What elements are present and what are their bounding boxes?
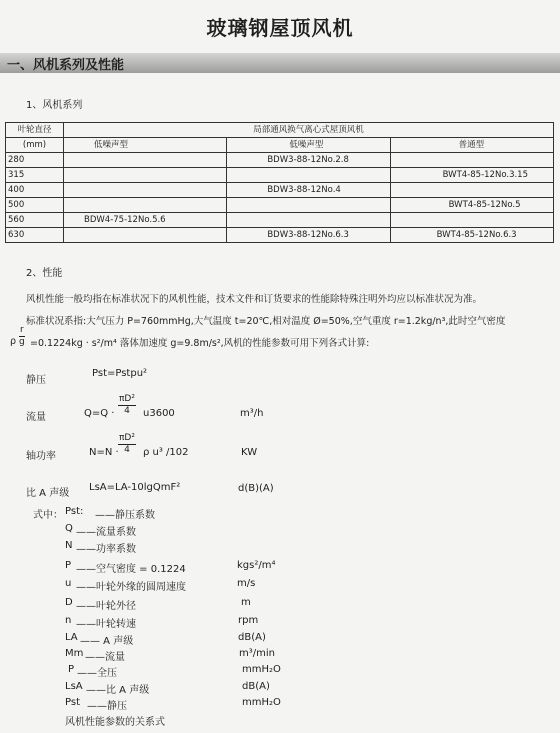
fan-series-table xyxy=(5,122,554,243)
table-cell xyxy=(64,228,227,243)
legend-description: ——叶轮外缘的圆周速度 xyxy=(76,582,186,593)
table-cell xyxy=(64,168,227,183)
formula-static-expr: Pst=Pstpu² xyxy=(92,368,148,379)
legend-unit: m/s xyxy=(237,578,256,589)
legend-symbol: LsA xyxy=(65,681,83,692)
table-cell: 315 xyxy=(6,168,64,183)
legend-description: ——全压 xyxy=(77,668,117,679)
table-cell xyxy=(227,168,390,183)
paragraph-density: =0.1224kg · s²/m⁴ 落体加速度 g=9.8m/s²,风机的性能参数可用下列各式计算: xyxy=(30,338,370,349)
rho-symbol: ρ xyxy=(10,336,17,347)
table-cell: 280 xyxy=(6,153,64,168)
table-cell xyxy=(64,153,227,168)
table-cell: BWT4-85-12No.3.15 xyxy=(390,168,553,183)
header-cell-diameter: 叶轮直径 xyxy=(6,123,64,138)
formula-flow-unit: m³/h xyxy=(240,408,264,419)
legend-symbol: P xyxy=(68,664,75,675)
table-cell: 560 xyxy=(6,213,64,228)
formula-sound-unit: d(B)(A) xyxy=(238,483,274,494)
legend-unit: kgs²/m⁴ xyxy=(237,560,276,571)
table-cell xyxy=(64,183,227,198)
legend-unit: m³/min xyxy=(239,648,275,659)
formula-flow-prefix: Q=Q · xyxy=(84,408,115,419)
table-row xyxy=(6,183,554,198)
fraction-denominator: 4 xyxy=(124,445,130,455)
header-cell-type: 低噪声型 xyxy=(64,138,227,153)
table-cell: BDW3-88-12No.2.8 xyxy=(227,153,390,168)
rho-fraction xyxy=(19,325,25,348)
formula-sound-expr: LsA=LA-10lgQmF² xyxy=(89,482,181,493)
table-cell xyxy=(390,153,553,168)
legend-description: ——流量系数 xyxy=(76,527,136,538)
table-cell: 630 xyxy=(6,228,64,243)
fraction-denominator: 4 xyxy=(124,406,130,416)
table-cell: 500 xyxy=(6,198,64,213)
legend-symbol: Pst xyxy=(65,697,80,708)
legend-description: —— A 声级 xyxy=(80,636,134,647)
legend-symbol: LA xyxy=(65,632,78,643)
table-header-row xyxy=(6,123,554,138)
table-cell: BWT4-85-12No.5 xyxy=(390,198,553,213)
legend-symbol: Pst: xyxy=(65,506,84,517)
table-cell xyxy=(390,213,553,228)
legend-symbol: u xyxy=(65,578,72,589)
legend-symbol: N xyxy=(65,540,73,551)
formula-power-fraction xyxy=(118,433,136,456)
legend-description: ——空气密度 = 0.1224 xyxy=(76,564,186,575)
table-cell: BWT4-85-12No.6.3 xyxy=(390,228,553,243)
page-title: 玻璃钢屋顶风机 xyxy=(206,16,354,40)
table-cell: 400 xyxy=(6,183,64,198)
table-cell xyxy=(227,213,390,228)
formula-flow-suffix: u3600 xyxy=(143,408,175,419)
formula-power-unit: KW xyxy=(241,447,258,458)
legend-unit: mmH₂O xyxy=(242,697,281,708)
legend-intro: 式中： xyxy=(33,510,63,521)
fraction-numerator: πD² xyxy=(119,433,135,443)
legend-description: ——叶轮外径 xyxy=(76,601,136,612)
legend-symbol: P xyxy=(65,560,72,571)
header-cell-group: 局部通风换气离心式屋顶风机 xyxy=(64,123,554,138)
legend-unit: mmH₂O xyxy=(242,664,281,675)
table-cell xyxy=(227,198,390,213)
legend-unit: dB(A) xyxy=(242,681,270,692)
header-cell-type: 普通型 xyxy=(390,138,553,153)
table-row xyxy=(6,168,554,183)
legend-symbol: Mm xyxy=(65,648,84,659)
legend-symbol: D xyxy=(65,597,73,608)
table-cell xyxy=(64,198,227,213)
legend-unit: rpm xyxy=(238,615,259,626)
table-cell: BDW4-75-12No.5.6 xyxy=(64,213,227,228)
header-cell-type: 低噪声型 xyxy=(227,138,390,153)
subsection-performance: 2、性能 xyxy=(26,268,63,279)
formula-sound-label: 比 A 声级 xyxy=(26,488,70,499)
table-cell: BDW3-88-12No.4 xyxy=(227,183,390,198)
formula-flow-fraction xyxy=(118,394,136,417)
paragraph-performance: 风机性能一般均指在标准状况下的风机性能，技术文件和订货要求的性能除特殊注明外均应以标准状况为准。 xyxy=(26,294,483,305)
legend-symbol: Q xyxy=(65,523,73,534)
subsection-series: 1、风机系列 xyxy=(26,100,83,111)
table-row xyxy=(6,153,554,168)
table-cell: BDW3-88-12No.6.3 xyxy=(227,228,390,243)
paragraph-standard-conditions: 标准状况系指:大气压力 P=760mmHg,大气温度 t=20℃,相对温度 Ø=50%,空气重度 r=1.2kg/n³,此时空气密度 xyxy=(26,316,506,327)
formula-flow-label: 流量 xyxy=(26,412,46,423)
legend-description: ——流量 xyxy=(85,652,125,663)
legend-description: ——功率系数 xyxy=(76,544,136,555)
table-cell xyxy=(390,183,553,198)
formula-power-label: 轴功率 xyxy=(26,451,56,462)
table-row xyxy=(6,198,554,213)
legend-description: ——叶轮转速 xyxy=(76,619,136,630)
formula-power-prefix: N=N · xyxy=(89,447,119,458)
section-title: 一、风机系列及性能 xyxy=(7,58,125,73)
formula-power-suffix: ρ u³ /102 xyxy=(143,447,189,458)
legend-unit: dB(A) xyxy=(238,632,266,643)
legend-description: ——比 A 声级 xyxy=(86,685,150,696)
legend-unit: m xyxy=(241,597,251,608)
fraction-numerator: r xyxy=(20,325,24,335)
fraction-denominator: g xyxy=(19,337,25,347)
table-subheader-row xyxy=(6,138,554,153)
fraction-numerator: πD² xyxy=(119,394,135,404)
header-cell-unit: (mm) xyxy=(6,138,64,153)
formula-static-label: 静压 xyxy=(26,375,46,386)
table-row xyxy=(6,213,554,228)
table-row xyxy=(6,228,554,243)
legend-description: ——静压系数 xyxy=(95,510,155,521)
footer-caption: 风机性能参数的关系式 xyxy=(65,717,165,728)
legend-symbol: n xyxy=(65,615,72,626)
legend-description: ——静压 xyxy=(87,701,127,712)
